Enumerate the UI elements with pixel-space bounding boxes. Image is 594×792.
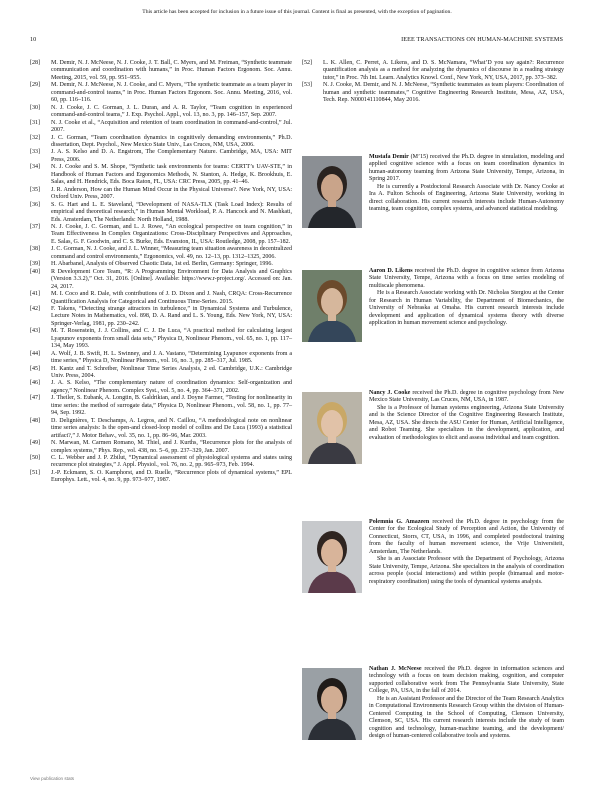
reference-item (30, 380, 292, 395)
reference-number: [48] (30, 417, 41, 424)
author-name: Mustafa Demir (369, 154, 409, 160)
references-right-column (302, 60, 564, 105)
reference-number: [29] (30, 82, 41, 89)
reference-item (30, 135, 292, 150)
reference-text: N. J. Cooke, M. Demir, and N. J. McNeese, “Synthetic teammates as team players: Coordination of human and synthetic teammates,” Cognitive Engineering Research Institute, Mesa, AZ, USA, Tech. Rep. N000141110844, May 2016. (323, 82, 564, 104)
reference-number: [47] (30, 395, 41, 402)
reference-text: J.-P. Eckmann, S. O. Kamphorst, and D. Ruelle, “Recurrence plots of dynamical systems,” EPL Europhys. Lett., vol. 4, no. 9, pp. 973–977, 1987. (51, 469, 292, 484)
reference-item (30, 291, 292, 306)
reference-text: J. A. S. Kelso, “The complementary nature of coordination dynamics: Self-organization and agency,” Nonlinear Phenom. Complex Syst., vol. 5, no. 4, pp. 364–371, 2002. (51, 380, 292, 394)
reference-text: N. Marwan, M. Carmen Romano, M. Thiel, and J. Kurths, “Recurrence plots for the analysis of complex systems,” Phys. Rep., vol. 438, no. 5–6, pp. 237–329, Jan. 2007. (51, 440, 292, 454)
reference-number: [33] (30, 149, 41, 156)
reference-item (30, 202, 292, 224)
reference-text: M. Demir, N. J. McNeese, N. J. Cooke, and C. Myers, “The synthetic teammate as a team player in command-and-control teams,” in Proc. Human Factors Ergonom. Soc. Annu. Meeting, 2016, vol. 60, pp. 116–116. (51, 82, 292, 104)
bio-paragraph: He is an Assistant Professor and the Director of the Team Research Analytics in Computational Environments Research Group within the division of Human-Centered Computing in the School of Computing, Clemson University, Clemson, SC, USA. His current research interests include the study of team cognition and technology, human-machine teaming, and the development/ design of human-centered collaborative tools and systems. (369, 695, 564, 740)
reference-text: N. J. Cooke, J. C. Gorman, J. L. Duran, and A. R. Taylor, “Team cognition in experienced command-and-control teams,” J. Exp. Psychol. Appl., vol. 13, no. 3, pp. 146–157, Sep. 2007. (51, 104, 292, 119)
reference-item (30, 366, 292, 381)
acceptance-notice: This article has been accepted for inclusion in a future issue of this journal. Content is final as presented, with the exception of pagination. (142, 9, 452, 15)
bio-nathan-mcneese (302, 666, 564, 742)
bio-nancy-cooke (302, 390, 564, 466)
author-photo (302, 392, 362, 464)
reference-item (302, 60, 564, 82)
reference-text: H. Kantz and T. Schreiber, Nonlinear Time Series Analysis, 2 ed. Cambridge, U.K.: Cambridge Univ. Press, 2004. (51, 365, 292, 380)
reference-number: [43] (30, 328, 41, 335)
reference-item (30, 60, 292, 82)
reference-item (302, 82, 564, 104)
reference-text: N. J. Cooke and S. M. Shope, “Synthetic task environments for teams: CERTT’s UAV-STE,” in Handbook of Human Factors and Ergonomics Methods, N. Stanton, A. Hedge, K. Brookhuis, E. Salas, and H. Hendrick, Eds. Boca Raton, FL, USA: CRC Press, 2005, pp. 41–46. (51, 164, 292, 186)
reference-item (30, 224, 292, 246)
reference-number: [37] (30, 223, 41, 230)
reference-text: M. Demir, N. J. McNeese, N. J. Cooke, J. T. Ball, C. Myers, and M. Freiman, “Synthetic teammate communication and coordination with humans,” in Proc. Human Factors Ergonom. Soc. Annu. Meeting, 2015, vol. 59, pp. 951–955. (51, 60, 292, 81)
portrait-woman-dark-hair-icon (302, 521, 362, 593)
reference-text: D. Delignières, T. Deschamps, A. Legros, and N. Caillou, “A methodological note on nonlinear time series analysis: Is the open-and closed-loop model of collins and De Luca (1993) a statistical artifact?,” J. Motor Behav., vol. 35, no. 1, pp. 86–96, Mar. 2003. (51, 417, 292, 439)
reference-number: [38] (30, 246, 41, 253)
portrait-woman-blonde-icon (302, 392, 362, 464)
author-name: Nancy J. Cooke (369, 390, 411, 396)
reference-item (30, 246, 292, 261)
reference-text: F. Takens, “Detecting strange attractors in turbulence,” in Dynamical Systems and Turbulence, Lecture Notes in Mathematics, vol. 898, D. A. Rand and L. S. Young, Eds. New York, NY, USA: Springer-Verlag, 1981, pp. 230–242. (51, 305, 292, 327)
reference-text: S. G. Hart and L. E. Staveland, “Development of NASA-TLX (Task Load Index): Results of empirical and theoretical research,” in Human Mental Workload, P. A. Hancock and N. Mashkati, Eds. Amsterdam, The Netherlands: North Holland, 1988. (51, 201, 292, 223)
reference-number: [35] (30, 186, 41, 193)
reference-item (30, 82, 292, 104)
reference-item (30, 440, 292, 455)
reference-item (30, 105, 292, 120)
reference-number: [41] (30, 291, 41, 298)
author-photo (302, 668, 362, 740)
reference-number: [40] (30, 268, 41, 275)
journal-title: IEEE TRANSACTIONS ON HUMAN-MACHINE SYSTEMS (401, 36, 563, 43)
author-photo (302, 521, 362, 593)
bio-paragraph: She is a Professor of human systems engineering, Arizona State University and is the Science Director of the Cognitive Engineering Research Institute, Mesa, AZ, USA. She directs the ASU Center for Human, Artificial Intelligence, and Robot Teaming. She specializes in the development, application, and evaluation of methodologies to elicit and assess individual and team cognition. (369, 404, 564, 441)
reference-text: M. T. Rosenstein, J. J. Collins, and C. J. De Luca, “A practical method for calculating largest Lyapunov exponents from small data sets,” Physica D, Nonlinear Phenom., vol. 65, no. 1, pp. 117–134, May 1993. (51, 328, 292, 350)
reference-item (30, 455, 292, 470)
reference-text: L. K. Allen, C. Perret, A. Likens, and D. S. McNamara, “What’D you say again?: Recurrence quantification analysis as a method for analyzing the dynamics of discourse in a reading strategy tutor,” in Proc. 7th Int. Learn. Analytics Knowl. Conf., New York, NY, USA, 2017, pp. 373–382. (323, 60, 564, 81)
references-left-column (30, 60, 292, 485)
reference-item (30, 164, 292, 186)
reference-item (30, 149, 292, 164)
bio-paragraph: She is an Associate Professor with the Department of Psychology, Arizona State University, Tempe, Arizona. She specializes in the analysis of coordination across people (social interactions) and within people (bimanual and motor-respiratory coordination) using the tools of dynamical systems analysis. (369, 556, 564, 585)
reference-text: N. J. Cooke et al., “Acquisition and retention of team coordination in command-and-control,” Jul. 2007. (51, 119, 292, 134)
reference-item (30, 187, 292, 202)
portrait-man-glasses-dark-icon (302, 668, 362, 740)
page-number: 10 (30, 36, 37, 43)
bio-text: (M’15) received the Ph.D. degree in simulation, modeling and applied cognitive science with a focus on team coordination dynamics in human-autonomy teaming from Arizona State University, Tempe, Arizona, in Spring 2017. (369, 154, 565, 183)
author-photo (302, 156, 362, 228)
reference-item (30, 261, 292, 268)
reference-number: [39] (30, 261, 41, 268)
reference-number: [50] (30, 455, 41, 462)
bio-text: received the Ph.D. degree in psychology from the Center for the Ecological Study of Perception and Action, the University of Connecticut, Storrs, CT, USA, in 1996, and completed postdoctoral training from the faculty of human movement science, the Vrije Universiteit, Amsterdam, The Netherlands. (369, 519, 564, 555)
reference-item (30, 120, 292, 135)
author-name: Aaron D. Likens (369, 268, 413, 274)
reference-text: J. R. Anderson, How can the Human Mind Occur in the Physical Universe?. New York, NY, USA: Oxford Univ. Press, 2007. (51, 186, 292, 201)
reference-text: M. I. Coco and R. Dale, with contributions of J. D. Dixon and J. Nash, CRQA: Cross-Recurrence Quantification Analysis for Categorical and Continuous Time-Series. 2015. (51, 291, 292, 305)
bio-aaron-likens (302, 268, 564, 344)
reference-number: [52] (302, 60, 313, 66)
author-name: Polemnia G. Amazeen (369, 519, 430, 525)
bio-mustafa-demir (302, 154, 564, 230)
reference-text: J. Theiler, S. Eubank, A. Longtin, B. Galdrikian, and J. Doyne Farmer, “Testing for nonlinearity in time series: the method of surrogate data,” Physica D, Nonlinear Phenom., vol. 58, no. 1, pp. 77–94, Sep. 1992. (51, 395, 292, 417)
reference-item (30, 306, 292, 328)
reference-item (30, 269, 292, 291)
reference-number: [32] (30, 134, 41, 141)
portrait-man-glasses-icon (302, 270, 362, 342)
bio-text: received the Ph.D. degree in cognitive science from Arizona State University, Tempe, Arizona with a focus on time series modeling of multiscale phenomena. (369, 268, 564, 289)
bio-polemnia-amazeen (302, 519, 564, 595)
reference-text: J. C. Gorman, “Team coordination dynamics in cognitively demanding environments,” Ph.D. dissertation, Dept. Psychol., New Mexico State Univ., Las Cruces, NM, USA, 2006. (51, 134, 292, 148)
reference-number: [34] (30, 164, 41, 171)
reference-text: J. C. Gorman, N. J. Cooke, and J. L. Winner, “Measuring team situation awareness in decentralized command and control environments,” Ergonomics, vol. 49, no. 12–13, pp. 1312–1325, 2006. (51, 246, 292, 260)
author-photo (302, 270, 362, 342)
reference-number: [36] (30, 201, 41, 208)
reference-number: [49] (30, 440, 41, 447)
bio-text: received the Ph.D. degree in information sciences and technology with a focus on team decision making, cognition, and computer supported collaborative work from The Pennsylvania State University, State College, PA, USA, in the fall of 2014. (369, 666, 565, 695)
reference-number: [31] (30, 119, 41, 126)
reference-number: [51] (30, 469, 41, 476)
reference-text: N. J. Cooke, J. C. Gorman, and L. J. Rowe, “An ecological perspective on team cognition,” in Team Effectiveness In Complex Organizations: Cross-Disciplinary Perspectives and Approaches, E. Salas, G. F. Goodwin, and C. S. Burke, Eds. Evanston, IL, USA: Routledge, 2008, pp. 157–182. (51, 223, 292, 245)
author-name: Nathan J. McNeese (369, 666, 422, 672)
reference-text: A. Wolf, J. B. Swift, H. L. Swinney, and J. A. Vastano, “Determining Lyapunov exponents from a time series,” Physica D, Nonlinear Phenom., vol. 16, no. 3, pp. 285–317, Jul. 1985. (51, 350, 292, 365)
reference-text: C. L. Webber and J. P. Zbilut, “Dynamical assessment of physiological systems and states using recurrence plot strategies,” J. Appl. Physiol., vol. 76, no. 2, pp. 965–973, Feb. 1994. (51, 455, 292, 469)
reference-item (30, 351, 292, 366)
reference-item (30, 328, 292, 350)
reference-number: [30] (30, 104, 41, 111)
reference-number: [44] (30, 350, 41, 357)
reference-item (30, 418, 292, 440)
reference-number: [45] (30, 365, 41, 372)
reference-item (30, 395, 292, 417)
reference-number: [28] (30, 60, 41, 66)
bio-text: received the Ph.D. degree in cognitive psychology from New Mexico State University, Las Cruces, NM, USA, in 1987. (369, 390, 564, 404)
reference-number: [53] (302, 82, 313, 89)
reference-item (30, 470, 292, 485)
reference-number: [42] (30, 305, 41, 312)
reference-text: R Development Core Team, “R: A Programming Environment for Data Analysis and Graphics (Version 3.3.2),” Oct. 31, 2016. [Online]. Available: https://www.r-project.org/. Accessed on: Jan. 24, 2017. (51, 268, 292, 290)
portrait-man-suit-icon (302, 156, 362, 228)
bio-paragraph: He is currently a Postdoctoral Research Associate with Dr. Nancy Cooke at Ira A. Fulton Schools of Engineering, Arizona State University, working in direct collaboration. His current research interests include Human-Autonomy teaming, team cognition, complex systems, and advanced statistical modeling. (369, 183, 564, 213)
reference-text: H. Abarbanel, Analysis of Observed Chaotic Data, 1st ed. Berlin, Germany: Springer, 1996. (51, 261, 273, 268)
reference-text: J. A. S. Kelso and D. A. Engstrom, The Complementary Nature. Cambridge, MA, USA: MIT Press, 2006. (51, 149, 292, 163)
reference-number: [46] (30, 380, 41, 387)
bio-paragraph: He is a Research Associate working with Dr. Nicholas Stergiou at the Center for Research in Human Variability, the Department of Biomechanics, the University of Nebraska at Omaha. His current research interests include development and application of dynamical systems theory with diverse application in human movement science and psychology. (369, 290, 564, 327)
footer-stats[interactable]: View publication stats (30, 776, 75, 781)
